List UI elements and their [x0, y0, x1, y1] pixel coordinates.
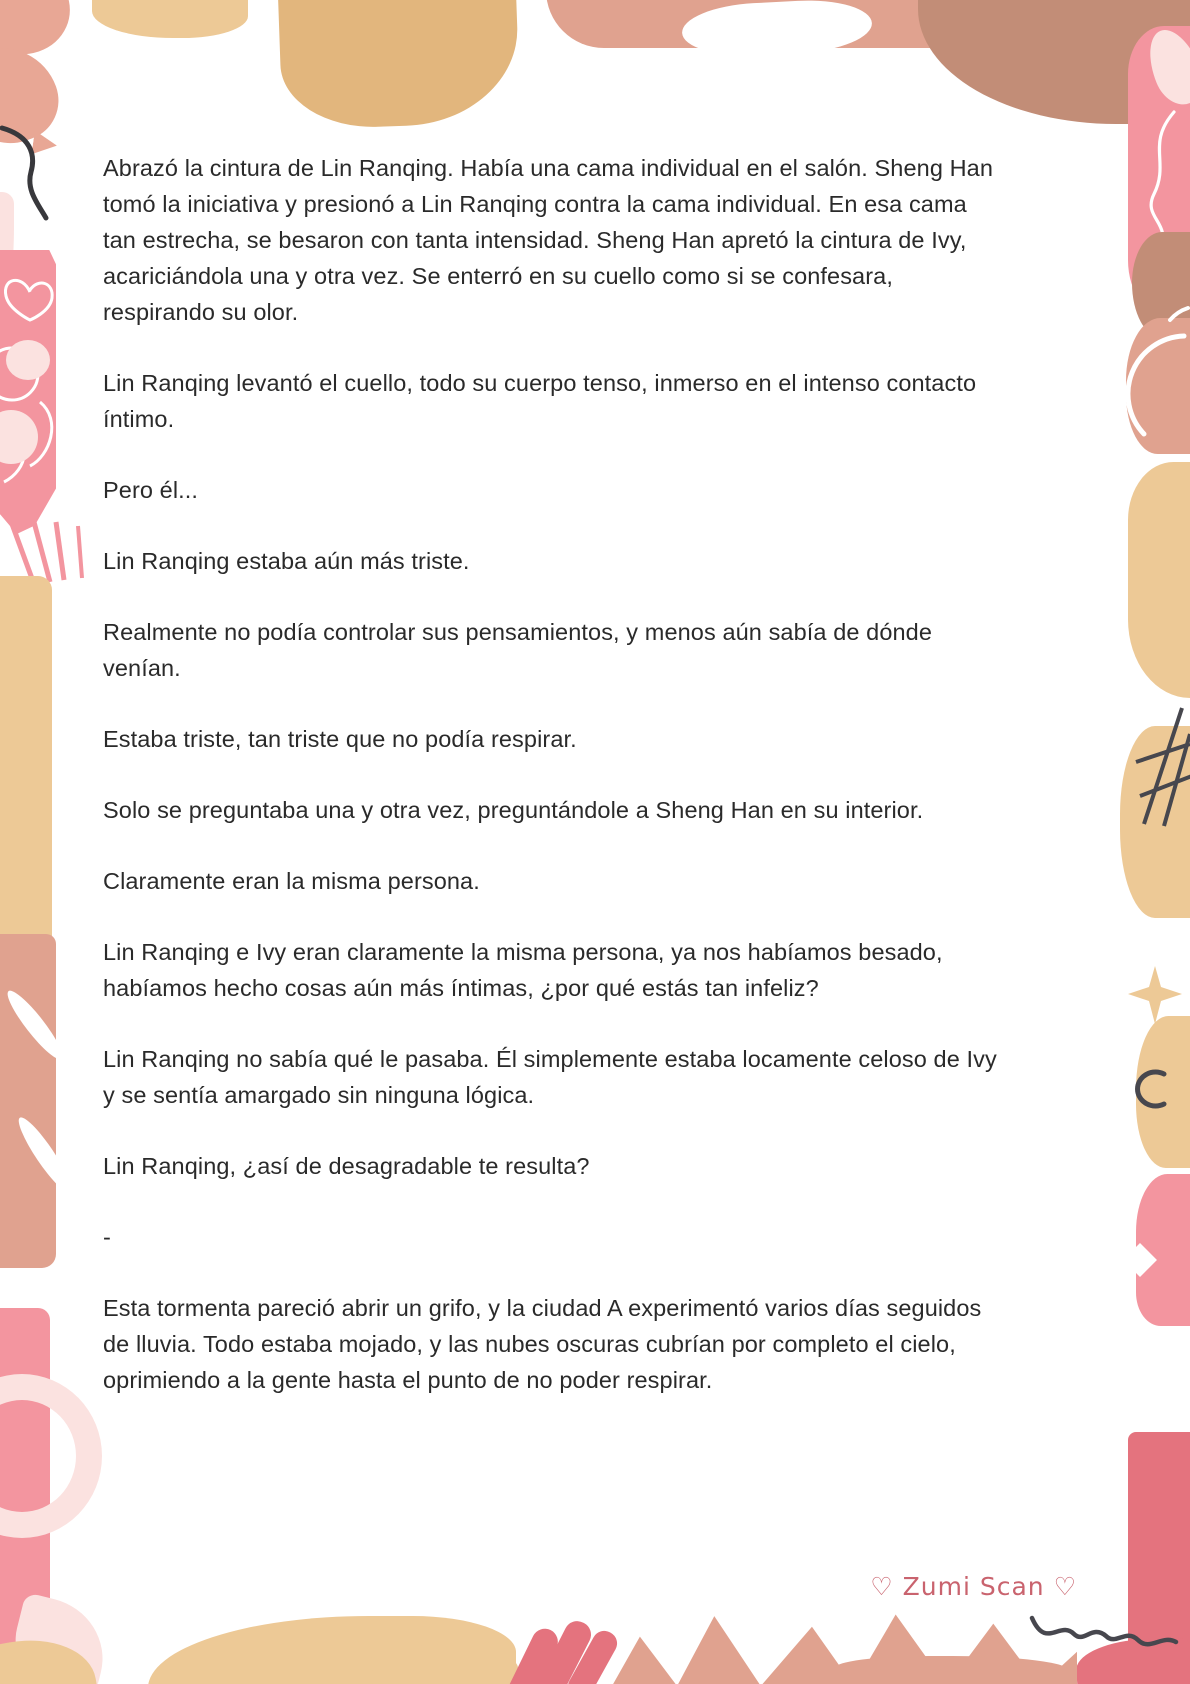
- story-paragraph: Lin Ranqing, ¿así de desagradable te resulta?: [103, 1153, 590, 1179]
- story-paragraph: Lin Ranqing estaba aún más triste.: [103, 548, 470, 574]
- pale-blob: [6, 340, 50, 380]
- story-paragraph: Lin Ranqing levantó el cuello, todo su cuerpo tenso, inmerso en el intenso contacto íntimo.: [103, 370, 977, 432]
- story-paragraph: Claramente eran la misma persona.: [103, 868, 480, 894]
- salmon-bar: [835, 1656, 1070, 1684]
- story-paragraph: Realmente no podía controlar sus pensamientos, y menos aún sabía de dónde venían.: [103, 619, 933, 681]
- story-paragraph: -: [103, 1224, 111, 1250]
- top-tan-big-blob: [277, 0, 520, 130]
- story-paragraph: Estaba triste, tan triste que no podía respirar.: [103, 726, 577, 752]
- watermark: ♡ Zumi Scan ♡: [870, 1572, 1077, 1601]
- black-brush-curve-doodle: [0, 120, 60, 224]
- story-paragraph: Pero él...: [103, 477, 199, 503]
- left-salmon-column: [0, 934, 56, 1268]
- hash-doodle: [1134, 704, 1190, 828]
- squiggle-doodle: [1028, 1592, 1180, 1668]
- white-arc-highlight: [1130, 300, 1190, 450]
- left-tan-column: [0, 576, 52, 936]
- story-paragraph: Abrazó la cintura de Lin Ranqing. Había una cama individual en el salón. Sheng Han tomó la iniciativa y presionó a Lin Ranqing contra la cama individual. En esa cama tan estrecha, se besaron con tanta intensidad. Sheng Han apretó la cintura de Ivy, acariciándola una y otra vez. Se enterró en su cuello como si se confesara, respirando su olor.: [103, 155, 994, 325]
- right-tan-shape: [1128, 462, 1190, 698]
- story-text: [103, 150, 1003, 1433]
- open-circle-doodle: [1120, 1064, 1174, 1118]
- story-paragraph: Esta tormenta pareció abrir un grifo, y la ciudad A experimentó varios días seguidos de lluvia. Todo estaba mojado, y las nubes oscuras cubrían por completo el cielo, oprimiendo a la gente hasta el punto de no poder respirar.: [103, 1295, 982, 1393]
- story-paragraph: Lin Ranqing e Ivy eran claramente la misma persona, ya nos habíamos besado, habíamos hecho cosas aún más íntimas, ¿por qué estás tan infeliz?: [103, 939, 943, 1001]
- story-paragraph: Solo se preguntaba una y otra vez, preguntándole a Sheng Han en su interior.: [103, 797, 924, 823]
- story-paragraph: Lin Ranqing no sabía qué le pasaba. Él simplemente estaba locamente celoso de Ivy y se sentía amargado sin ninguna lógica.: [103, 1046, 997, 1108]
- top-tan-blob: [92, 0, 248, 38]
- balloon-doodle: [0, 252, 72, 532]
- pale-ring-doodle: [0, 1374, 102, 1538]
